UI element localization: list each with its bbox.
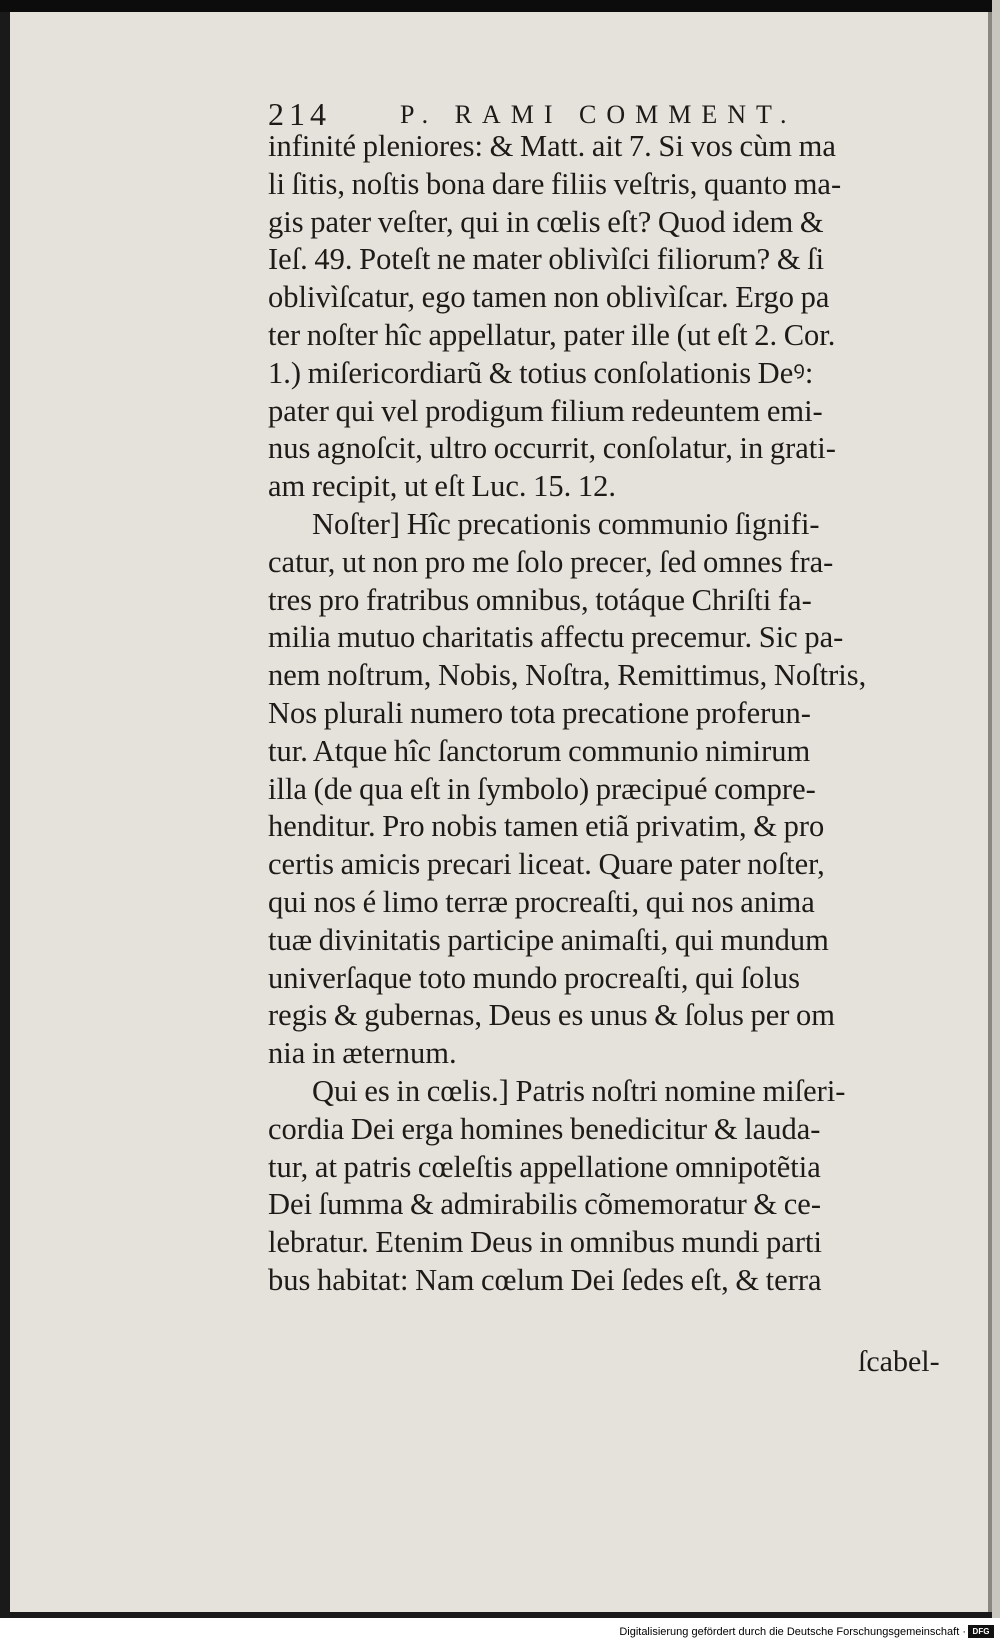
text-line: catur, ut non pro me ſolo precer, ſed omnes fra- [268, 544, 834, 579]
text-line: am recipit, ut eſt Luc. 15. 12. [268, 469, 617, 504]
text-line: gis pater veſter, qui in cœlis eſt? Quod idem & [268, 204, 824, 239]
text-line: Ieſ. 49. Poteſt ne mater oblivìſci filiorum? & ſi [268, 242, 825, 277]
scan-right-edge [992, 0, 1000, 1618]
text-line: cordia Dei erga homines benedicitur & lauda- [268, 1111, 821, 1146]
body-text [268, 128, 948, 1300]
text-line: lebratur. Etenim Deus in omnibus mundi parti [268, 1225, 822, 1260]
text-line: Qui es in cœlis.] Patris noſtri nomine miſeri- [312, 1073, 846, 1108]
scan-top-edge [0, 0, 1000, 12]
text-line: nus agnoſcit, ultro occurrit, conſolatur, in grati- [268, 431, 836, 466]
text-line: qui nos é limo terræ procreaſti, qui nos anima [268, 884, 815, 919]
text-line: li ſitis, noſtis bona dare filiis veſtris, quanto ma- [268, 166, 842, 201]
text-line: ter noſter hîc appellatur, pater ille (ut eſt 2. Cor. [268, 317, 836, 352]
text-line: bus habitat: Nam cœlum Dei ſedes eſt, & terra [268, 1262, 822, 1297]
text-line: certis amicis precari liceat. Quare pater noſter, [268, 847, 825, 882]
catchword: ſcabel- [858, 1345, 940, 1378]
text-line: milia mutuo charitatis affectu precemur. Sic pa- [268, 620, 844, 655]
text-line: tres pro fratribus omnibus, totáque Chriſti fa- [268, 582, 812, 617]
running-title: P. RAMI COMMENT. [400, 100, 797, 129]
text-line: univerſaque toto mundo procreaſti, qui ſolus [268, 960, 801, 995]
text-line: nem noſtrum, Nobis, Noſtra, Remittimus, Noſtris, [268, 658, 867, 693]
text-line: illa (de qua eſt in ſymbolo) præcipué compre- [268, 771, 816, 806]
text-line: regis & gubernas, Deus es unus & ſolus per om [268, 998, 836, 1033]
text-line: tur. Atque hîc ſanctorum communio nimirum [268, 733, 811, 768]
text-line: Noſter] Hîc precationis communio ſignifi- [312, 506, 820, 541]
text-line: Dei ſumma & admirabilis cõmemoratur & ce- [268, 1187, 821, 1222]
text-line: pater qui vel prodigum filium redeuntem emi- [268, 393, 823, 428]
text-line: henditur. Pro nobis tamen etiã privatim, & pro [268, 809, 825, 844]
running-header [240, 96, 880, 132]
text-line: tur, at patris cœleſtis appellatione omnipotẽtia [268, 1149, 821, 1184]
text-line: infinité pleniores: & Matt. ait 7. Si vos cùm ma [268, 129, 836, 163]
page-number: 214 [268, 96, 331, 132]
text-line: 1.) miſericordiarũ & totius conſolationis Deꝰ: [268, 355, 814, 390]
text-line: Nos plurali numero tota precatione proferun- [268, 695, 811, 730]
text-line: nia in æternum. [268, 1036, 457, 1071]
dfg-logo: DFG [968, 1625, 994, 1638]
text-line: tuæ divinitatis participe animaſti, qui mundum [268, 922, 829, 957]
text-line: oblivìſcatur, ego tamen non oblivìſcar. Ergo pa [268, 280, 830, 315]
digitization-credit: Digitalisierung gefördert durch die Deutsche Forschungsgemeinschaft · [619, 1626, 966, 1638]
